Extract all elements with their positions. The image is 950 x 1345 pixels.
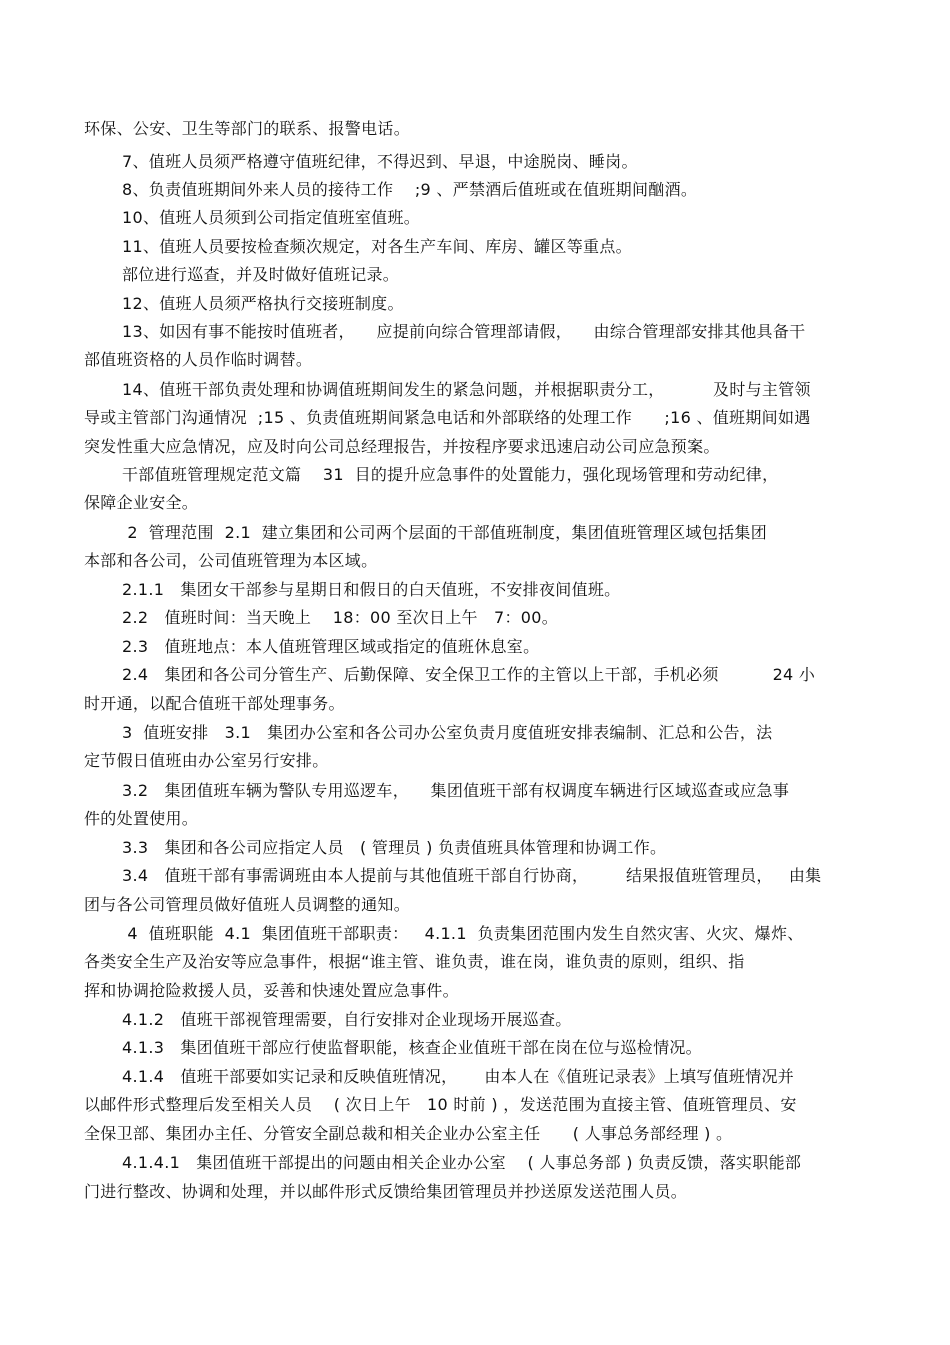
text-line: 3 值班安排 3.1 集团办公室和各公司办公室负责月度值班安排表编制、汇总和公告，法	[122, 723, 773, 742]
text-line: 本部和各公司，公司值班管理为本区域。	[84, 551, 378, 570]
text-line: 2.1.1 集团女干部参与星期日和假日的白天值班，不安排夜间值班。	[122, 580, 621, 599]
text-line: 突发性重大应急情况，应及时向公司总经理报告，并按程序要求迅速启动公司应急预案。	[84, 437, 720, 456]
text-line: 13、如因有事不能按时值班者， 应提前向综合管理部请假， 由综合管理部安排其他具备干	[122, 322, 806, 341]
text-line: 4.1.3 集团值班干部应行使监督职能，核查企业值班干部在岗在位与巡检情况。	[122, 1038, 702, 1057]
text-line: 2.4 集团和各公司分管生产、后勤保障、安全保卫工作的主管以上干部，手机必须 24 小	[122, 665, 816, 684]
text-line: 导或主管部门沟通情况 ;15 、负责值班期间紧急电话和外部联络的处理工作 ;16 、值班期间如遇	[84, 408, 811, 427]
text-line: 4.1.4.1 集团值班干部提出的问题由相关企业办公室 ( 人事总务部 ) 负责反馈，落实职能部	[122, 1153, 802, 1172]
text-line: 挥和协调抢险救援人员，妥善和快速处置应急事件。	[84, 981, 459, 1000]
text-line: 环保、公安、卫生等部门的联系、报警电话。	[84, 119, 411, 138]
text-line: 门进行整改、协调和处理，并以邮件形式反馈给集团管理员并抄送原发送范围人员。	[84, 1182, 688, 1201]
text-line: 保障企业安全。	[84, 493, 199, 512]
text-line: 定节假日值班由办公室另行安排。	[84, 751, 329, 770]
text-line: 4.1.4 值班干部要如实记录和反映值班情况， 由本人在《值班记录表》上填写值班情况并	[122, 1067, 795, 1086]
text-line: 12、值班人员须严格执行交接班制度。	[122, 294, 404, 313]
text-line: 全保卫部、集团办主任、分管安全副总裁和相关企业办公室主任 ( 人事总务部经理 ) 。	[84, 1124, 733, 1143]
text-line: 2 管理范围 2.1 建立集团和公司两个层面的干部值班制度，集团值班管理区域包括集团	[122, 523, 768, 542]
text-line: 4 值班职能 4.1 集团值班干部职责： 4.1.1 负责集团范围内发生自然灾害、火灾、爆炸、	[122, 924, 804, 943]
text-line: 部值班资格的人员作临时调替。	[84, 350, 313, 369]
text-line: 件的处置使用。	[84, 809, 199, 828]
text-line: 3.3 集团和各公司应指定人员 ( 管理员 ) 负责值班具体管理和协调工作。	[122, 838, 667, 857]
text-line: 8、负责值班期间外来人员的接待工作 ;9 、严禁酒后值班或在值班期间酗酒。	[122, 180, 698, 199]
text-line: 10、值班人员须到公司指定值班室值班。	[122, 208, 421, 227]
text-line: 3.4 值班干部有事需调班由本人提前与其他值班干部自行协商， 结果报值班管理员， 由集	[122, 866, 822, 885]
text-line: 以邮件形式整理后发至相关人员 ( 次日上午 10 时前 ) ，发送范围为直接主管、值班管理员、安	[84, 1095, 797, 1114]
text-line: 团与各公司管理员做好值班人员调整的通知。	[84, 895, 411, 914]
text-line: 4.1.2 值班干部视管理需要，自行安排对企业现场开展巡查。	[122, 1010, 572, 1029]
text-line: 干部值班管理规定范文篇 31 目的提升应急事件的处置能力，强化现场管理和劳动纪律，	[122, 465, 779, 484]
text-line: 2.3 值班地点：本人值班管理区域或指定的值班休息室。	[122, 637, 540, 656]
text-line: 11、值班人员要按检查频次规定，对各生产车间、库房、罐区等重点。	[122, 237, 632, 256]
text-line: 3.2 集团值班车辆为警队专用巡逻车， 集团值班干部有权调度车辆进行区域巡查或应急事	[122, 781, 790, 800]
text-line: 7、值班人员须严格遵守值班纪律，不得迟到、早退，中途脱岗、睡岗。	[122, 152, 638, 171]
text-line: 14、值班干部负责处理和协调值班期间发生的紧急问题，并根据职责分工， 及时与主管领	[122, 380, 811, 399]
text-line: 2.2 值班时间：当天晚上 18：00 至次日上午 7：00。	[122, 608, 559, 627]
text-line: 时开通，以配合值班干部处理事务。	[84, 694, 345, 713]
text-line: 各类安全生产及治安等应急事件，根据“谁主管、谁负责，谁在岗，谁负责的原则，组织、指	[84, 952, 745, 971]
text-line: 部位进行巡查，并及时做好值班记录。	[122, 265, 400, 284]
